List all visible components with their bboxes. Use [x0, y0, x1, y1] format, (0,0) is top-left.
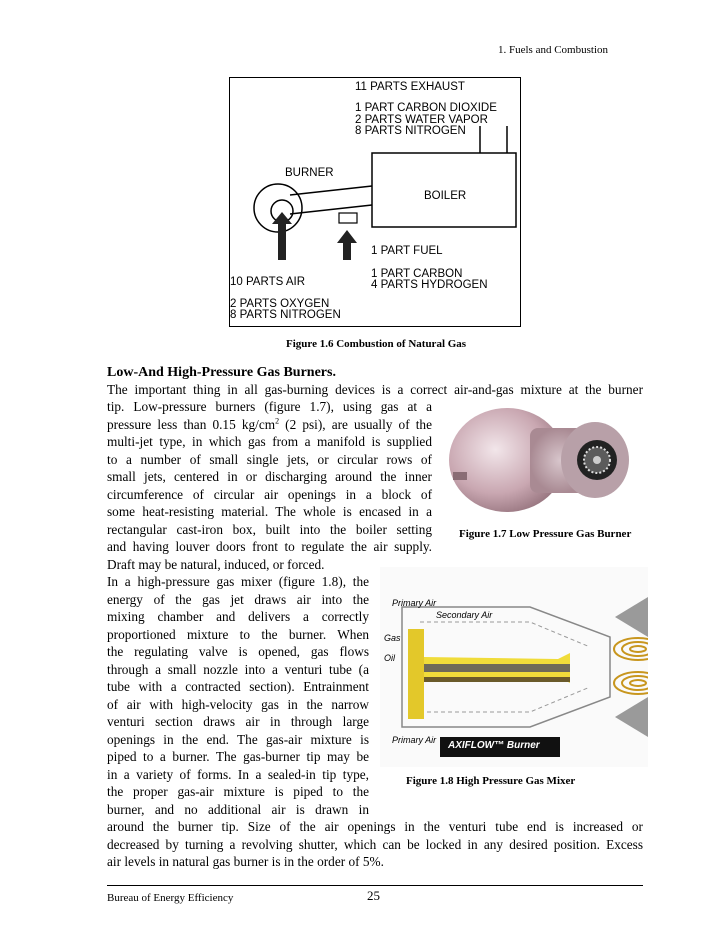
label-oxygen: 2 PARTS OXYGEN: [230, 298, 330, 310]
figure-1-6-diagram: [229, 77, 521, 327]
label-fuel: 1 PART FUEL: [371, 245, 443, 257]
gas-pipe: [424, 664, 570, 672]
fuel-nozzle: [339, 213, 357, 223]
paragraph-2-narrow: In a high-pressure gas mixer (figure 1.8), the energy of the gas jet draws air into the mixing chamber and delivers a correctly proportioned mixture to the burner. When the regulating valve is opened, gas flows through a small nozzle into a venturi tube (a tube with a contracted section). Entrainment of air with high-velocity gas in the narrow venturi section draws air in through large openings in the end. The gas-air mixture is piped to a burner. The gas-burner tip may be in a variety of forms. In a sealed-in tip type, the proper gas-air mixture is piped to the burner, and no additional air is drawn in: [107, 574, 369, 817]
paragraph-2-full: around the burner tip. Size of the air openings in the venturi tube end is increased or decreased by turning a revolving shutter, which can be locked in any desired position. Excess air levels in natural gas burner is in the order of 5%.: [107, 819, 643, 869]
label-axiflow-brand: AXIFLOW™ Burner: [448, 740, 540, 751]
gas-inlet: [453, 472, 467, 480]
paragraph-1-narrow: tip. Low-pressure burners (figure 1.7), using gas at a pressure less than 0.15 $kg/cm^2$ (2 psi), are usually of the multi-jet type, in which gas from a manifold is supplied to a number of small single jets, or circular rows of small jets, centered in or discharging around the inner circumference of circular air openings in a block of some heat-resisting material. The whole is encased in a rectangular cast-iron box, built into the boiler setting and having louver doors front to regulate the air supply. Draft may be natural, induced, or forced.: [107, 399, 432, 572]
air-arrow-head: [272, 212, 292, 224]
section-heading: Low-And High-Pressure Gas Burners.: [107, 365, 336, 380]
low-pressure-burner-illustration: [445, 398, 645, 523]
fuel-arrow-head: [337, 230, 357, 243]
label-carbon: 1 PART CARBON: [371, 268, 463, 280]
figure-1-8-caption: Figure 1.8 High Pressure Gas Mixer: [406, 775, 576, 787]
label-nitrogen-out: 8 PARTS NITROGEN: [355, 125, 466, 137]
footer-rule: [107, 885, 643, 886]
figure-1-7-caption: Figure 1.7 Low Pressure Gas Burner: [459, 528, 632, 540]
pressure-line: pressure less than 0.15 $kg/cm^2$ (2 psi), are usually of the: [107, 416, 432, 432]
air-arrow-shaft: [278, 220, 286, 260]
label-primary-air-top: Primary Air: [392, 598, 437, 608]
air-shutter-plate: [408, 629, 424, 719]
nozzle-center: [593, 456, 601, 464]
label-nitrogen-in: 8 PARTS NITROGEN: [230, 309, 341, 321]
label-exhaust: 11 PARTS EXHAUST: [355, 81, 465, 93]
running-header: 1. Fuels and Combustion: [498, 44, 609, 56]
page-number: 25: [367, 888, 380, 903]
label-oil: Oil: [384, 653, 395, 663]
label-air: 10 PARTS AIR: [230, 276, 305, 288]
label-burner: BURNER: [285, 167, 334, 179]
label-secondary-air: Secondary Air: [436, 610, 493, 620]
paragraph-1-line-full: The important thing in all gas-burning devices is a correct air-and-gas mixture at the burner: [107, 382, 643, 397]
label-hydrogen: 4 PARTS HYDROGEN: [371, 279, 488, 291]
figure-1-6-caption: Figure 1.6 Combustion of Natural Gas: [286, 338, 467, 350]
oil-pipe: [424, 677, 570, 682]
label-gas: Gas: [384, 633, 401, 643]
figure-1-7-photo: [445, 398, 645, 523]
label-primary-air-bottom: Primary Air: [392, 735, 437, 745]
footer-organization: Bureau of Energy Efficiency: [107, 892, 234, 904]
label-carbon-dioxide: 1 PART CARBON DIOXIDE: [355, 102, 497, 114]
figure-1-8-diagram: [380, 567, 648, 767]
label-water-vapor: 2 PARTS WATER VAPOR: [355, 114, 488, 126]
label-boiler: BOILER: [424, 190, 467, 202]
